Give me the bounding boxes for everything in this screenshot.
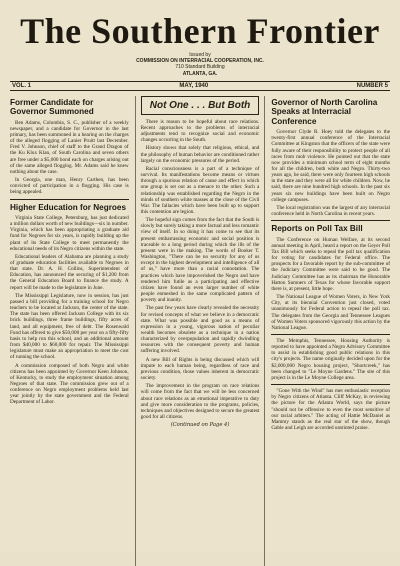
- masthead: [10, 12, 390, 77]
- editorial-paragraph: History shows that solely that religious, ethical, and the philosophy of human behavior are conditioned rather largely on the economic pressures of the period.: [140, 145, 260, 164]
- issue-bar: [10, 81, 390, 91]
- article-paragraph: Educational leaders of Alabama are planning a study of graduate education facilities available to Negroes in that state. Dr. A. H. Collins, Superintendent of Education, has announced the securing of $1,200 from the General Education Board to finance the study. A report will be made to the legislature in June.: [10, 253, 129, 291]
- issue-number: NUMBER 5: [356, 82, 388, 89]
- article-paragraph: The Memphis, Tennessee, Housing Authority is reported to have appointed a Negro Advisory Committee to assist in establishing good public relations in this city's projects. The name originally decided upon for the $2,000,000 Negro housing project, "Shortcreek," has been changed to "Le Moyne Gardens." The site of this project is in the Le Moyne College area.: [271, 337, 391, 381]
- right-column: [271, 96, 390, 566]
- editorial-headline: Not One . . . But Both: [141, 96, 260, 115]
- article-paragraph: "Gone With the Wind" has met enthusiastic reception by Negro citizens of Atlanta. Cliff McKay, in reviewing the picture for the Atlanta World, says the picture "should not be offensive to even the most sensitive of our racial arbiters." The acting of Hattie McDaniel as Mammy stands as the real star of the show, though Gable and Leigh are accorded unstinted praise.: [271, 388, 391, 431]
- continued-note: (Continued on Page 4): [170, 422, 230, 429]
- editorial-paragraph: There is reason to be hopeful about race relations. Recent approaches to the problems of interracial adjustments tend to recognize social and economic changes occurring in the South.: [140, 118, 260, 144]
- editorial-paragraph: The improvement in the program on race relations will come from the fact that we will be less concerned about race relations as an emotional imperative to duty and give more consideration to the programs, policies, techniques and objectives designed to secure the greatest good for all citizens.: [140, 383, 260, 420]
- issue-date: MAY, 1940: [179, 82, 209, 89]
- volume-label: VOL. 1: [12, 82, 32, 89]
- publisher-org: COMMISSION ON INTERRACIAL COOPERATION, INC.: [136, 58, 264, 65]
- headline-former-candidate: Former Candidate for Governor Summoned: [10, 97, 94, 117]
- article-paragraph: The National League of Women Voters, in New York City, at its biennial Convention just closed, voted unanimously for Federal action to repeal the poll tax. The delegates from the Georgia and Tennessee Leagues of Women Voters sponsored vigorously this action by the National League.: [271, 294, 391, 331]
- article-paragraph: A commission composed of both Negro and white citizens has been appointed by Governor Keen Johnson, of Kentucky, to study the employment situation among Negroes of that state. The commission grew out of a conference on Negro employment problems held last year jointly by the state government and the Federal Department of Labor.: [10, 362, 129, 406]
- editorial-paragraph: A new Bill of Rights is being discussed which will impute to each human being, regardless of race and previous condition, those values inherent in democratic society.: [140, 356, 260, 382]
- headline-higher-education: Higher Education for Negroes: [10, 202, 127, 212]
- column-divider: [10, 199, 129, 200]
- left-column: [10, 96, 129, 566]
- editorial-paragraph: The past few years have clearly revealed the necessity for revised concepts of what we believe in a democratic state. What was possible and good as a means of expression in a young, vigorous nation of peculiar wealth becomes obsolete as a technique in a nation characterized by overpopulation and rapidly dwindling resources with the consequent poverty and human suffering involved.: [140, 305, 260, 355]
- middle-column: [135, 96, 266, 566]
- column-divider: [271, 334, 390, 335]
- article-paragraph: Ben Adams, Columbia, S. C., publisher of a weekly newspaper, and a candidate for Governor in the last primary, has been summoned in a hearing on the charges of the alleged flogging of Lanier Pruitt last December. Fred V. Johnson, chief of staff to the Grand Dragon of the Ku Klux Klan, of South Carolina and seven others are free under a $5,000 bond each on charges arising out of the same alleged flogging. Mr. Adams said he knew nothing about the case.: [10, 119, 129, 175]
- columns: [10, 96, 390, 566]
- publisher-address: 710 Standard Building: [175, 64, 225, 71]
- headline-poll-tax: Reports on Poll Tax Bill: [271, 224, 363, 234]
- editorial-paragraph: Racial consciousness is a part of a technique of survival. Its manifestations become means or virtues through a spurious relation of cause and effect in which one group is set out as a menace to the other. Such a relationship was established regarding the Negro in the minds of southern white masses at the close of the Civil War. The fallacies which have been built up to support this contention are legion.: [140, 165, 260, 215]
- article-paragraph: Virginia State College, Petersburg, has just dedicated a million dollars worth of new buildings—six in number. Virginia, which has been appropriating a graduate aid fund for Negroes for six years, is rapidly building up the plant of its State College to meet permanently the educational needs of its Negro citizens within the state.: [10, 214, 129, 252]
- column-divider: [271, 220, 390, 221]
- publisher-block: [10, 52, 390, 77]
- article-paragraph: The Mississippi Legislature, now in session, has just passed a bill providing for a training school for Negro teachers to be located at Jackson, the center of the state. The state has been offered Jackson College with its six brick buildings, three frame buildings, fifty acres of land, and all equipment, free of debt. The Rosenwald Fund has offered to give $50,000 per year on a fifty-fifty basis to help run this school, and an additional amount from $40,000 to $60,000 for repair. The Mississippi legislature must make an appropriation to meet the cost of running the school.: [10, 292, 129, 361]
- editorial-paragraph: The hopeful sign comes from the fact that the South is slowly but surely taking a more factual and less romantic view of itself. In so doing it has come to see that its present embarrassing economic and social position is traceable to a long period during which the ills of the present were in the making. The words of Booker T. Washington, "There can be no security for any of us except in the highest development and intelligence of all of us," have more than a racial connotation. The practices which have impoverished the Negro and have rendered him futile as a participating and effective citizen have found an even larger number of white people enmeshed in the same complicated pattern of poverty and inanity.: [140, 217, 260, 304]
- publisher-city: ATLANTA, GA.: [182, 70, 218, 77]
- column-divider: [271, 384, 390, 385]
- article-paragraph: The local registration was the largest of any interracial conference held in North Carolina in recent years.: [271, 204, 391, 218]
- article-paragraph: Governor Clyde R. Hoey told the delegates to the twenty-first annual conference of the Interracial Committee at Kingston that the officers of the state were fully aware of their responsibility to protect people of all races from mob violence. He pointed out that the state now provides a minimum school term of eight months for all the children, both white and Negro. Thirty-two years ago, he said, there were only fourteen high schools in the state and they were all for white children. Now, he said, there are nine hundred high schools. In the past six years six new buildings have been built on Negro college campuses.: [271, 129, 391, 203]
- headline-governor-nc: Governor of North Carolina Speaks at Interracial Conference: [271, 97, 378, 126]
- issued-label: Issued by: [189, 52, 211, 58]
- newspaper-title: The Southern Frontier: [20, 11, 380, 51]
- article-paragraph: In Georgia, one man, Henry Carthen, has been convicted of participation in a flogging. His case is being appealed.: [10, 177, 129, 196]
- article-paragraph: The Conference on Human Welfare, at its second annual meeting in April, heard a report on the Geyer Poll Tax Bill which seeks to repeal the poll tax qualification for voting for candidates for Federal office. The prospects for a favorable report by the sub-committee of the Judiciary Committee were said to be good. The Judiciary Committee has as its chairman the Honorable Hatton Sumners of Texas for whose favorable support there is, at present, little hope.: [271, 236, 391, 292]
